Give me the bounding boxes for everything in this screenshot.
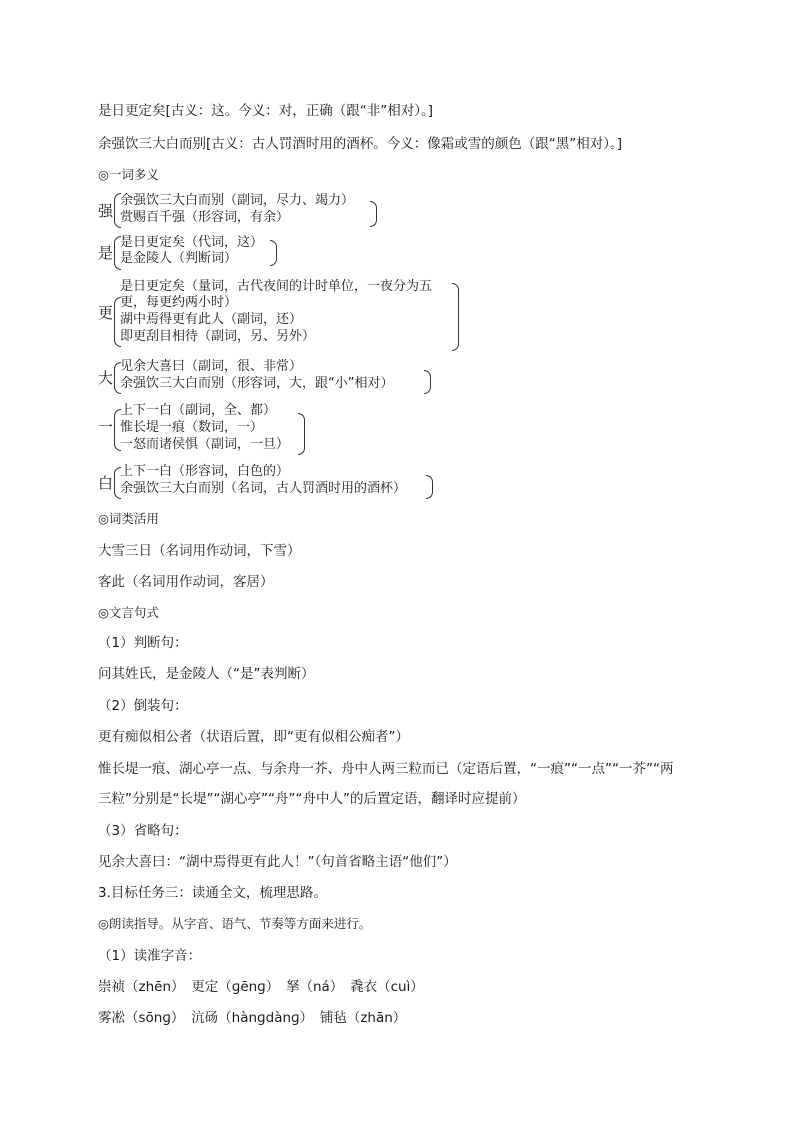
polysemy-item: 湖中焉得更有此人（副词，还） [120, 312, 303, 327]
pronunciation-line: 雾凇（sōnɡ） 沆砀（hànɡdànɡ） 铺毡（zhān） [98, 1010, 407, 1026]
polysemy-head: 大 [98, 369, 114, 387]
right-brace [370, 201, 377, 227]
reading-guide: ◎朗读指导。从字音、语气、节奏等方面来进行。 [98, 916, 372, 931]
polysemy-item: 上下一白（形容词，白色的） [120, 464, 290, 479]
line-gu-yi-1: 是日更定矣[古义：这。今义：对，正确（跟“非”相对）。] [98, 103, 434, 119]
pronunciation-line: 崇祯（zhēn） 更定（ɡēnɡ） 拏（ná） 毳衣（cuì） [98, 979, 424, 995]
section-word-class: ◎词类活用 [98, 511, 159, 526]
polysemy-item: 即更刮目相待（副词，另、另外） [120, 329, 316, 344]
text-line: （3）省略句： [98, 823, 188, 839]
polysemy-item: 惟长堤一痕（数词，一） [120, 420, 264, 435]
polysemy-head: 更 [98, 304, 114, 322]
right-brace [424, 370, 431, 394]
text-line: 惟长堤一痕、湖心亭一点、与余舟一芥、舟中人两三粒而已（定语后置，“一痕”“一点”“一芥”“两 [98, 761, 674, 777]
text-line: 客此（名词用作动词，客居） [98, 574, 274, 590]
text-line: 三粒”分别是“长堤”“湖心亭”“舟”“舟中人”的后置定语，翻译时应提前） [98, 791, 526, 807]
text-line: 大雪三日（名词用作动词，下雪） [98, 543, 301, 559]
polysemy-item: 赏赐百千强（形容词，有余） [120, 210, 290, 225]
text-line: 见余大喜曰：“湖中焉得更有此人！”（句首省略主语“他们”） [98, 854, 457, 870]
polysemy-item: 见余大喜曰（副词，很、非常） [120, 359, 303, 374]
polysemy-item: 余强饮三大白而别（形容词，大，跟“小”相对） [120, 376, 394, 391]
line-gu-yi-2: 余强饮三大白而别[古义：古人罚酒时用的酒杯。今义：像霜或雪的颜色（跟“黑”相对）。] [98, 136, 623, 152]
polysemy-item: 是日更定矣（量词，古代夜间的计时单位，一夜分为五 [120, 279, 433, 294]
right-brace [298, 413, 305, 455]
polysemy-item: 是金陵人（判断词） [120, 251, 238, 266]
text-line: （1）判断句： [98, 635, 188, 651]
polysemy-item: 更，每更约两小时） [120, 295, 238, 310]
right-brace [426, 475, 433, 499]
polysemy-head: 是 [98, 244, 114, 262]
text-line: 更有痴似相公者（状语后置，即“更有似相公痴者”） [98, 729, 409, 745]
polysemy-head: 一 [98, 418, 114, 436]
text-line: （1）读准字音： [98, 948, 202, 964]
text-line: （2）倒装句： [98, 698, 188, 714]
polysemy-item: 上下一白（副词，全、都） [120, 403, 277, 418]
polysemy-head: 强 [98, 202, 114, 220]
right-brace [270, 240, 277, 266]
section-sentence-patterns: ◎文言句式 [98, 605, 159, 620]
polysemy-item: 余强饮三大白而别（副词，尽力、竭力） [120, 193, 355, 208]
polysemy-item: 一怒而诸侯惧（副词，一旦） [120, 437, 290, 452]
section-polysemy: ◎一词多义 [98, 167, 159, 182]
polysemy-head: 白 [98, 474, 114, 492]
polysemy-item: 余强饮三大白而别（名词，古人罚酒时用的酒杯） [120, 481, 407, 496]
polysemy-item: 是日更定矣（代词，这） [120, 235, 264, 250]
right-brace [452, 283, 459, 351]
task-heading: 3.目标任务三：读通全文，梳理思路。 [98, 885, 327, 901]
text-line: 问其姓氏，是金陵人（“是”表判断） [98, 666, 315, 682]
